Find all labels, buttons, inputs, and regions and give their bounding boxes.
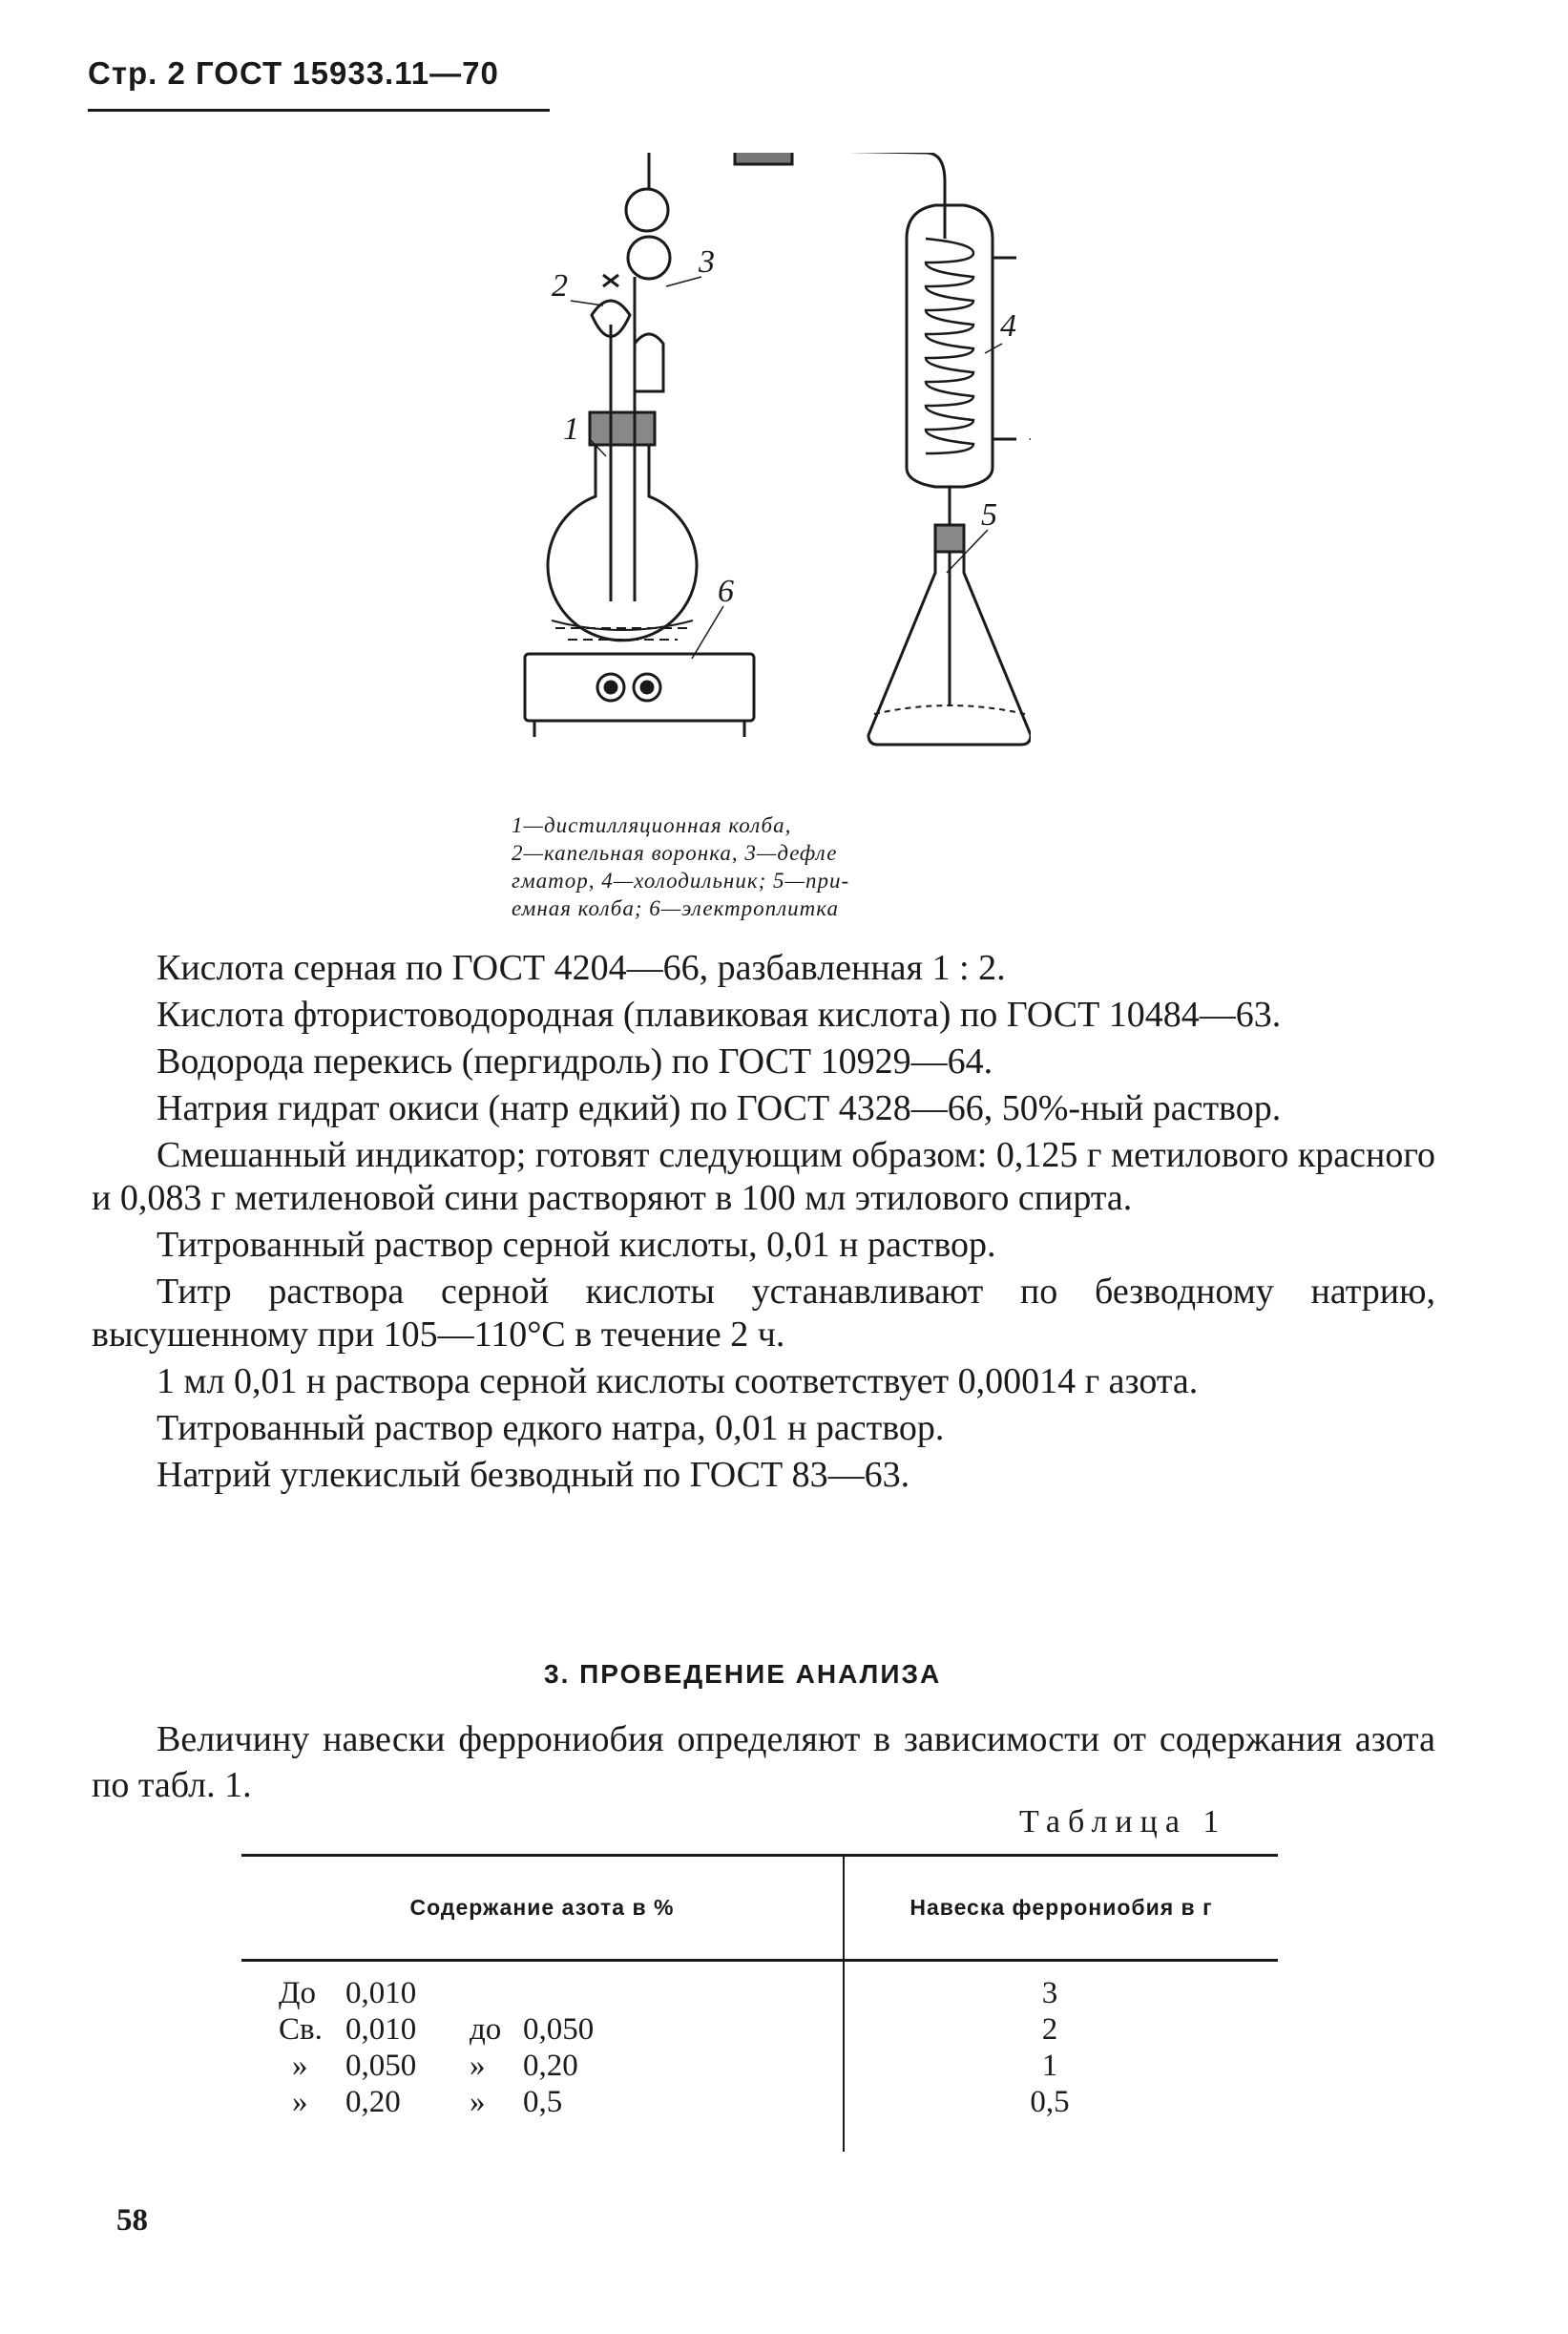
row-prefix: » [292,2085,308,2119]
paragraph: 1 мл 0,01 н раствора серной кислоты соответствует 0,00014 г азота. [157,1361,1199,1401]
section-intro: Величину навески феррониобия определяют в зависимости от содержания азота по табл. 1. [92,1719,1435,1805]
row-from: 0,010 [345,2012,417,2047]
page-header: Стр. 2 ГОСТ 15933.11—70 [88,55,499,91]
paragraph: Титр раствора серной кислоты устанавливают по безводному натрию, высушенному при 105—110°С в течение 2 ч. [92,1272,1435,1355]
figure-number-3: 3 [699,244,715,280]
row-value: 3 [1041,1976,1058,2010]
row-value: 2 [1041,2012,1058,2047]
table-row [0,2085,1568,2123]
table-header-sample: Навеска феррониобия в г [909,1895,1213,1920]
row-prefix: Св. [279,2012,323,2047]
caption-line: 2—капельная воронка, 3—дефле [512,841,838,865]
paragraph: Кислота фтористоводородная (плавиковая кислота) по ГОСТ 10484—63. [157,995,1282,1035]
condenser-coil [926,239,973,453]
row-from: 0,050 [345,2049,417,2083]
connecting-tube [649,153,945,239]
figure-number-4: 4 [1000,308,1016,344]
row-prefix: » [292,2049,308,2083]
row-word: до [470,2012,502,2047]
tube-connector [735,153,792,164]
dephlegmator-bulb-2 [628,237,670,279]
receiving-flask-stopper [935,525,964,552]
page-number: 58 [116,2203,148,2238]
row-word: » [470,2049,486,2083]
paragraph: Натрия гидрат окиси (натр едкий) по ГОСТ 4328—66, 50%-ный раствор. [157,1088,1282,1128]
figure-number-5: 5 [981,497,997,533]
header-rule [88,109,550,112]
figure-number-1: 1 [563,411,579,447]
row-to: 0,050 [523,2012,595,2047]
row-to: 0,20 [523,2049,578,2083]
table-row [0,2012,1568,2050]
table-header-nitrogen: Содержание азота в % [409,1895,675,1920]
figure-number-2: 2 [552,268,568,304]
distillation-apparatus-figure [496,153,1031,764]
row-value: 1 [1041,2049,1058,2083]
receiving-flask-liquid [874,705,1025,714]
row-to: 0,5 [523,2085,563,2119]
figure-caption [512,811,989,922]
table-row [0,2049,1568,2087]
hot-plate [525,654,754,721]
table-header-rule [241,1959,1278,1962]
caption-line: 1—дистилляционная колба, [512,813,792,837]
paragraph: Натрий углекислый безводный по ГОСТ 83—63. [157,1455,910,1495]
figure-number-6: 6 [718,574,734,609]
table-row [0,1976,1568,2014]
row-prefix: До [279,1976,317,2010]
row-word: » [470,2085,486,2119]
paragraph: Кислота серная по ГОСТ 4204—66, разбавленная 1 : 2. [157,948,1006,988]
row-from: 0,20 [345,2085,401,2119]
flask-stopper [590,412,655,445]
dephlegmator-bulb-1 [626,189,668,231]
caption-line: емная колба; 6—электроплитка [512,896,839,920]
section-heading: 3. ПРОВЕДЕНИЕ АНАЛИЗА [544,1659,942,1689]
caption-line: гматор, 4—холодильник; 5—при- [512,869,850,893]
paragraph: Титрованный раствор едкого натра, 0,01 н раствор. [157,1408,945,1448]
row-value: 0,5 [1030,2085,1070,2119]
table-top-rule [241,1854,1278,1857]
table-title: Таблица 1 [1019,1804,1227,1840]
distillation-flask [548,425,697,641]
paragraph: Водорода перекись (пергидроль) по ГОСТ 10929—64. [157,1041,993,1082]
paragraph: Смешанный индикатор; готовят следующим образом: 0,125 г метилового красного и 0,083 г метиленовой сини растворяют в 100 мл этилового спирта. [92,1135,1435,1218]
row-from: 0,010 [345,1976,417,2010]
paragraph: Титрованный раствор серной кислоты, 0,01 н раствор. [157,1225,996,1265]
reagents-list [92,947,1435,1501]
